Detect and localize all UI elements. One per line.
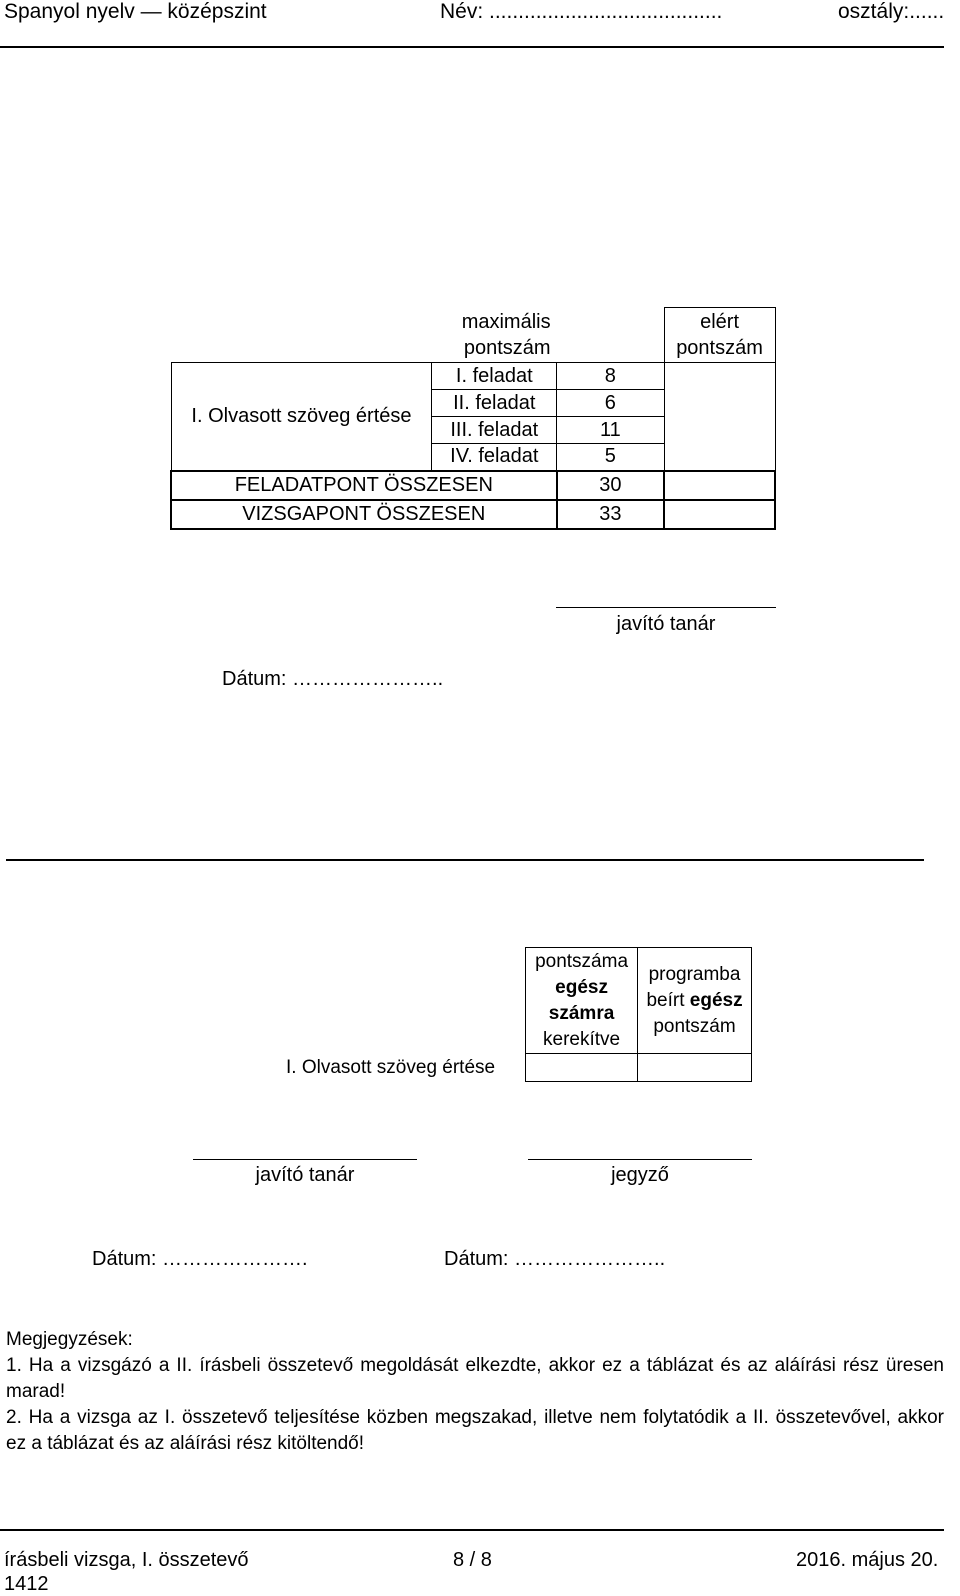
note-item: 2. Ha a vizsga az I. összetevő teljesítése közben megszakad, illetve nem folytatódik a II. összetevővel, akkor ez a táblázat és az aláírási rész kitöltendő! — [6, 1407, 944, 1454]
footer-date: 2016. május 20. — [796, 1549, 939, 1571]
task-max: 6 — [557, 390, 665, 417]
date-2-left: Dátum: …………………. — [92, 1248, 308, 1270]
footer-exam-label: írásbeli vizsga, I. összetevő — [4, 1549, 249, 1571]
notes — [6, 1327, 944, 1457]
footer-left — [4, 1548, 249, 1596]
program-score-cell[interactable] — [638, 1054, 752, 1082]
task-label: I. feladat — [432, 363, 557, 390]
notes-title: Megjegyzések: — [6, 1329, 133, 1350]
achieved-cell[interactable] — [664, 363, 775, 471]
total-exam-achieved[interactable] — [664, 500, 775, 529]
signature-teacher-1[interactable] — [556, 607, 776, 637]
date-2-right: Dátum: ………………….. — [444, 1248, 666, 1270]
header-class-field: osztály:...... — [838, 0, 945, 23]
rounded-table — [280, 947, 752, 1082]
date-1: Dátum: ………………….. — [222, 668, 444, 690]
header-name-field: Név: ........................................ — [440, 0, 723, 23]
rounded-score-cell[interactable] — [526, 1054, 638, 1082]
footer-code: 1412 — [4, 1573, 49, 1595]
rounded-section-label: I. Olvasott szöveg értése — [280, 1054, 526, 1082]
task-label: III. feladat — [432, 417, 557, 444]
rounded-col-header: pontszáma egész számra kerekítve — [526, 948, 638, 1054]
total-task-achieved[interactable] — [664, 471, 775, 500]
signature-registrar[interactable] — [528, 1159, 752, 1188]
score-table — [170, 307, 776, 530]
task-max: 5 — [557, 444, 665, 471]
total-task-value: 30 — [557, 471, 665, 500]
footer-rule — [0, 1529, 944, 1531]
task-label: IV. feladat — [432, 444, 557, 471]
task-label: II. feladat — [432, 390, 557, 417]
total-task-label: FELADATPONT ÖSSZESEN — [171, 471, 557, 500]
signature-teacher-2[interactable] — [193, 1159, 417, 1188]
col-max-header: maximális pontszám — [461, 310, 551, 359]
task-max: 8 — [557, 363, 665, 390]
program-col-header: programba beírt egész pontszám — [638, 948, 752, 1054]
task-max: 11 — [557, 417, 665, 444]
signature-label: javító tanár — [255, 1164, 355, 1186]
total-exam-label: VIZSGAPONT ÖSSZESEN — [171, 500, 557, 529]
signature-label: javító tanár — [616, 613, 716, 635]
section-label: I. Olvasott szöveg értése — [171, 363, 432, 471]
note-item: 1. Ha a vizsgázó a II. írásbeli összetevő megoldását elkezdte, akkor ez a táblázat és az aláírási rész üresen marad! — [6, 1355, 944, 1402]
total-exam-value: 33 — [557, 500, 665, 529]
col-achieved-header: elért pontszám — [664, 308, 775, 363]
signature-label: jegyző — [611, 1164, 669, 1186]
header-rule — [0, 46, 944, 48]
header-subject: Spanyol nyelv — középszint — [4, 0, 267, 23]
divider-rule — [6, 859, 924, 861]
page-number: 8 / 8 — [453, 1549, 492, 1571]
